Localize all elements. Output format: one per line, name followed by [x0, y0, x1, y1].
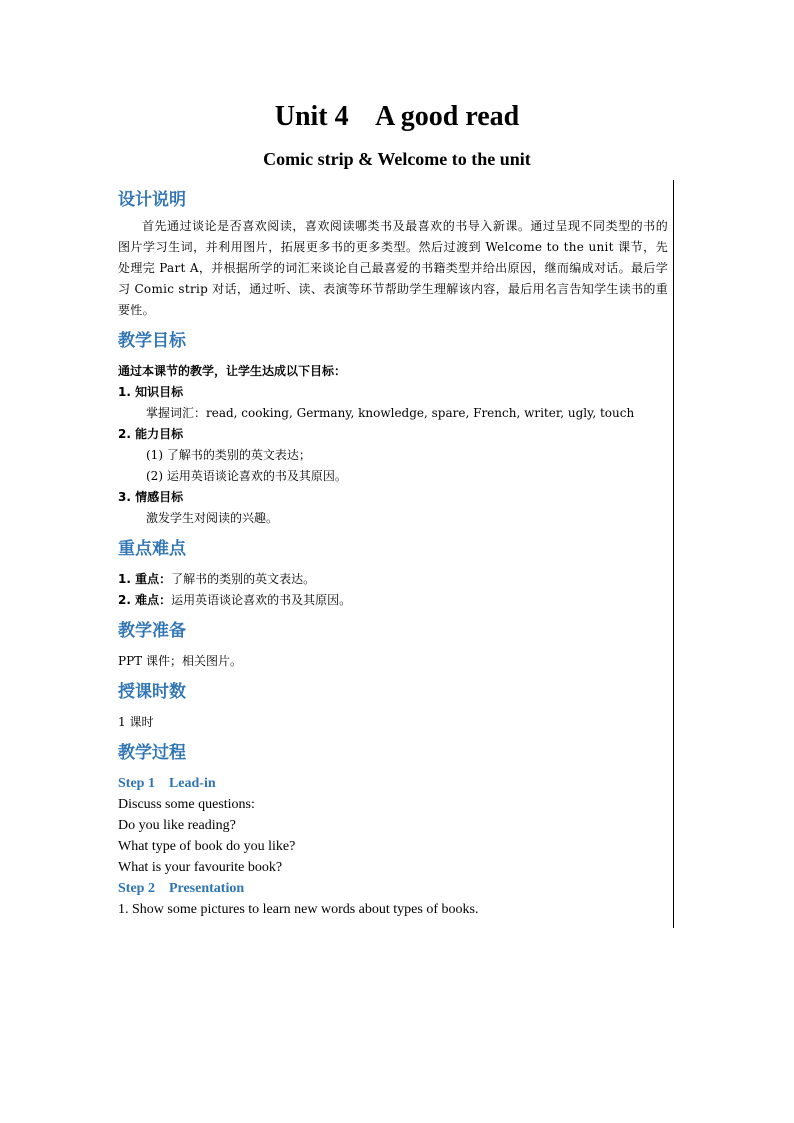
step-1-line: Do you like reading?: [118, 818, 236, 833]
document-body: [118, 186, 668, 920]
section-heading-process: 教学过程: [118, 743, 186, 763]
step-1-line: Discuss some questions:: [118, 797, 255, 812]
step-1-heading: Step 1 Lead-in: [118, 776, 216, 791]
section-time: [118, 678, 668, 733]
difficult-point-label: 2. 难点：: [118, 593, 172, 607]
section-heading-objectives: 教学目标: [118, 331, 186, 351]
section-preparation: [118, 617, 668, 672]
section-design: [118, 186, 668, 321]
section-heading-keypoints: 重点难点: [118, 539, 186, 559]
design-paragraph: 首先通过谈论是否喜欢阅读，喜欢阅读哪类书及最喜欢的书导入新课。通过呈现不同类型的书的图片学习生词，并利用图片，拓展更多书的更多类型。然后过渡到 Welcome to the unit 课节，先处理完 Part A，并根据所学的词汇来谈论自己最喜爱的书籍类型并给出原因，继而编成对话。最后学习 Comic strip 对话，通过听、读、表演等环节帮助学生理解该内容，最后用名言告知学生读书的重要性。: [118, 219, 668, 317]
emotion-goal-text: 激发学生对阅读的兴趣。: [146, 511, 279, 525]
step-2-line: 1. Show some pictures to learn new words about types of books.: [118, 902, 479, 917]
key-point-text: 了解书的类别的英文表达。: [171, 572, 316, 586]
page-subtitle: Comic strip & Welcome to the unit: [263, 149, 531, 169]
section-heading-preparation: 教学准备: [118, 621, 186, 641]
knowledge-goal-text: 掌握词汇：read, cooking, Germany, knowledge, spare, French, writer, ugly, touch: [146, 406, 635, 420]
ability-goal-item: (2) 运用英语谈论喜欢的书及其原因。: [146, 469, 347, 483]
section-process: [118, 739, 668, 920]
time-text: 1 课时: [118, 715, 154, 729]
section-objectives: [118, 327, 668, 529]
section-keypoints: [118, 535, 668, 611]
step-2-heading: Step 2 Presentation: [118, 881, 245, 896]
knowledge-goal-label: 1. 知识目标: [118, 385, 184, 399]
key-point: [118, 569, 668, 590]
key-point-label: 1. 重点：: [118, 572, 172, 586]
ability-goal-item: (1) 了解书的类别的英文表达；: [146, 448, 311, 462]
ability-goal-label: 2. 能力目标: [118, 427, 184, 441]
difficult-point-text: 运用英语谈论喜欢的书及其原因。: [171, 593, 352, 607]
section-heading-time: 授课时数: [118, 682, 186, 702]
objectives-intro: 通过本课节的教学，让学生达成以下目标：: [118, 364, 347, 378]
difficult-point: [118, 590, 668, 611]
step-1-line: What is your favourite book?: [118, 860, 283, 875]
page-title: Unit 4 A good read: [274, 101, 520, 132]
preparation-text: PPT 课件；相关图片。: [118, 654, 242, 668]
step-1-line: What type of book do you like?: [118, 839, 296, 854]
section-heading-design: 设计说明: [118, 190, 186, 210]
emotion-goal-label: 3. 情感目标: [118, 490, 184, 504]
margin-rule: [673, 180, 674, 928]
